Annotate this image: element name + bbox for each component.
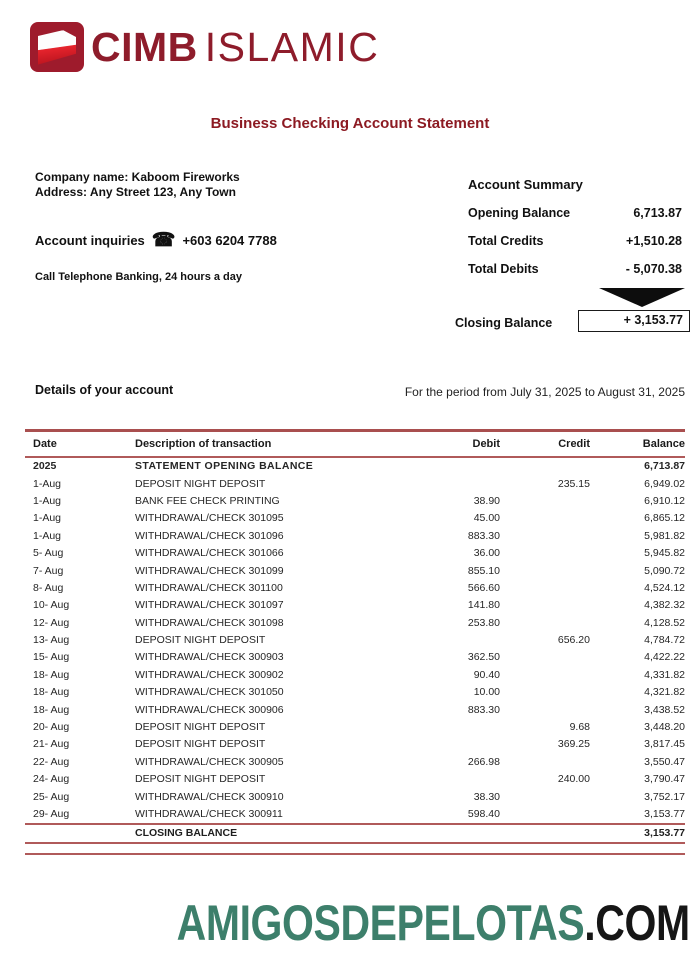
table-row [25, 492, 685, 509]
cell-description: WITHDRAWAL/CHECK 300905 [135, 755, 284, 768]
cell-credit: 656.20 [557, 634, 590, 647]
cell-description: WITHDRAWAL/CHECK 301095 [135, 512, 284, 525]
summary-label: Opening Balance [468, 206, 571, 220]
header-date: Date [33, 437, 57, 450]
cell-description: WITHDRAWAL/CHECK 300910 [135, 790, 284, 803]
cell-date: 12- Aug [33, 616, 70, 629]
summary-value: 6,713.87 [633, 206, 682, 220]
cell-balance: 4,524.12 [644, 581, 685, 594]
cell-balance: 3,448.20 [644, 721, 685, 734]
cell-balance: 6,713.87 [644, 460, 685, 473]
cell-date: 25- Aug [33, 790, 70, 803]
cell-debit: 253.80 [467, 616, 500, 629]
cell-date: 29- Aug [33, 808, 70, 820]
table-row [25, 718, 685, 735]
company-block [35, 170, 240, 200]
inquiries-phone-number: +603 6204 7788 [182, 233, 277, 248]
table-row [25, 788, 685, 805]
table-row [25, 631, 685, 648]
cell-debit: 566.60 [467, 581, 500, 594]
header-description: Description of transaction [135, 437, 272, 450]
cell-balance: 3,438.52 [644, 703, 685, 716]
cimb-logo-icon [30, 22, 84, 72]
cimb-arrow-icon [38, 28, 76, 64]
closing-balance-label: Closing Balance [455, 316, 553, 330]
cell-balance: 3,817.45 [644, 738, 685, 751]
cell-description: DEPOSIT NIGHT DEPOSIT [135, 634, 266, 647]
cell-description: WITHDRAWAL/CHECK 300911 [135, 808, 283, 820]
logo-brand-text: CIMB [91, 23, 198, 70]
table-row [25, 666, 685, 683]
telephone-banking-line: Call Telephone Banking, 24 hours a day [35, 271, 243, 283]
cell-debit: 38.90 [473, 494, 500, 507]
cell-date: 8- Aug [33, 581, 64, 594]
table-row [25, 753, 685, 770]
cell-description: BANK FEE CHECK PRINTING [135, 494, 280, 507]
cell-date: 1-Aug [33, 477, 62, 490]
cell-debit: 38.30 [473, 790, 500, 803]
table-row [25, 649, 685, 666]
cell-debit: 598.40 [467, 808, 500, 820]
cell-credit: 235.15 [557, 477, 590, 490]
cell-debit: 90.40 [473, 668, 500, 681]
cell-debit: 10.00 [473, 686, 500, 699]
cell-balance: 6,910.12 [644, 494, 685, 507]
header-debit: Debit [472, 437, 500, 450]
table-row [25, 614, 685, 631]
cell-date: 18- Aug [33, 703, 70, 716]
closing-balance-box [578, 310, 690, 332]
cell-date: 24- Aug [33, 773, 70, 786]
cell-date: 21- Aug [33, 738, 70, 751]
cell-description: WITHDRAWAL/CHECK 300902 [135, 668, 284, 681]
cell-date: 1-Aug [33, 529, 62, 542]
cell-date: 1-Aug [33, 512, 62, 525]
cell-balance: 3,550.47 [644, 755, 685, 768]
cell-balance: 4,784.72 [644, 634, 685, 647]
table-row [25, 701, 685, 718]
cell-date: 10- Aug [33, 599, 70, 612]
cell-balance: 4,422.22 [644, 651, 685, 664]
table-row [25, 475, 685, 492]
cell-balance: 4,128.52 [644, 616, 685, 629]
cell-date: 18- Aug [33, 686, 70, 699]
cell-description: WITHDRAWAL/CHECK 301066 [135, 547, 284, 560]
cell-description: DEPOSIT NIGHT DEPOSIT [135, 738, 266, 751]
cell-balance: 4,382.32 [644, 599, 685, 612]
details-heading: Details of your account [35, 383, 174, 397]
cell-debit: 36.00 [473, 547, 500, 560]
closing-balance-value: + 3,153.77 [623, 313, 683, 327]
summary-row-total-credits [468, 234, 682, 248]
phone-icon: ☎ [151, 230, 176, 251]
cell-balance: 5,945.82 [644, 547, 685, 560]
summary-label: Total Debits [468, 262, 539, 276]
watermark-site-name: AMIGOSDEPELOTAS [176, 895, 585, 951]
cell-date: 7- Aug [33, 564, 64, 577]
cell-description: STATEMENT OPENING BALANCE [135, 460, 314, 473]
cell-debit: 855.10 [467, 564, 500, 577]
cell-date: 18- Aug [33, 668, 70, 681]
cell-date: 20- Aug [33, 721, 70, 734]
summary-value: - 5,070.38 [625, 262, 682, 276]
company-name-line: Company name: Kaboom Fireworks [35, 170, 240, 184]
cell-date: 22- Aug [33, 755, 70, 768]
table-row [25, 771, 685, 788]
cell-debit: 266.98 [467, 755, 500, 768]
cell-description: DEPOSIT NIGHT DEPOSIT [135, 477, 266, 490]
header-credit: Credit [558, 437, 590, 450]
inquiries-label: Account inquiries [35, 233, 145, 248]
cell-balance: 3,153.77 [644, 808, 685, 820]
watermark-tld: .COM [584, 895, 690, 951]
cell-description: DEPOSIT NIGHT DEPOSIT [135, 773, 266, 786]
table-bottom-rule [25, 853, 685, 855]
cell-description: WITHDRAWAL/CHECK 301099 [135, 564, 284, 577]
table-header-row [25, 432, 685, 456]
account-summary-heading: Account Summary [468, 177, 583, 192]
summary-row-opening-balance [468, 206, 682, 220]
cell-balance: 5,090.72 [644, 564, 685, 577]
company-address-line: Address: Any Street 123, Any Town [35, 185, 236, 199]
cell-description: DEPOSIT NIGHT DEPOSIT [135, 721, 266, 734]
cell-description: CLOSING BALANCE [135, 827, 238, 840]
table-row [25, 562, 685, 579]
cell-description: WITHDRAWAL/CHECK 300903 [135, 651, 284, 664]
transaction-rows [25, 458, 685, 823]
cell-credit: 369.25 [557, 738, 590, 751]
closing-balance-row [25, 825, 685, 842]
table-row [25, 805, 685, 822]
cell-balance: 6,949.02 [644, 477, 685, 490]
table-row [25, 579, 685, 596]
account-inquiries-line [35, 230, 277, 251]
cell-date: 15- Aug [33, 651, 70, 664]
cimb-islamic-logo [30, 22, 379, 72]
cell-debit: 362.50 [467, 651, 500, 664]
watermark [177, 894, 690, 952]
cell-debit: 141.80 [467, 599, 500, 612]
table-row [25, 544, 685, 561]
cell-debit: 883.30 [467, 703, 500, 716]
summary-value: +1,510.28 [626, 234, 682, 248]
cell-date: 13- Aug [33, 634, 70, 647]
logo-sub-text: ISLAMIC [204, 23, 380, 70]
table-row [25, 458, 685, 475]
cell-balance: 4,331.82 [644, 668, 685, 681]
cell-description: WITHDRAWAL/CHECK 301096 [135, 529, 284, 542]
cell-balance: 3,752.17 [644, 790, 685, 803]
cell-description: WITHDRAWAL/CHECK 301098 [135, 616, 284, 629]
cell-date: 1-Aug [33, 494, 62, 507]
table-row [25, 684, 685, 701]
cell-description: WITHDRAWAL/CHECK 301100 [135, 581, 283, 594]
table-row [25, 597, 685, 614]
cell-balance: 4,321.82 [644, 686, 685, 699]
cell-debit: 883.30 [467, 529, 500, 542]
table-row [25, 527, 685, 544]
cell-credit: 9.68 [569, 721, 590, 734]
cell-description: WITHDRAWAL/CHECK 301097 [135, 599, 284, 612]
statement-period: For the period from July 31, 2025 to August 31, 2025 [404, 385, 685, 399]
summary-label: Total Credits [468, 234, 544, 248]
header-balance: Balance [642, 437, 685, 450]
cell-description: WITHDRAWAL/CHECK 300906 [135, 703, 284, 716]
balance-decrease-arrow-icon [599, 288, 685, 307]
cell-credit: 240.00 [557, 773, 590, 786]
statement-title: Business Checking Account Statement [210, 115, 490, 132]
transactions-table [25, 429, 685, 855]
summary-row-total-debits [468, 262, 682, 276]
cell-description: WITHDRAWAL/CHECK 301050 [135, 686, 284, 699]
table-row [25, 736, 685, 753]
cell-balance: 6,865.12 [644, 512, 685, 525]
cell-balance: 3,790.47 [644, 773, 685, 786]
cell-balance: 3,153.77 [644, 827, 685, 840]
table-row [25, 510, 685, 527]
cell-date: 2025 [33, 460, 57, 473]
cell-balance: 5,981.82 [644, 529, 685, 542]
cell-date: 5- Aug [33, 547, 64, 560]
cell-debit: 45.00 [473, 512, 500, 525]
